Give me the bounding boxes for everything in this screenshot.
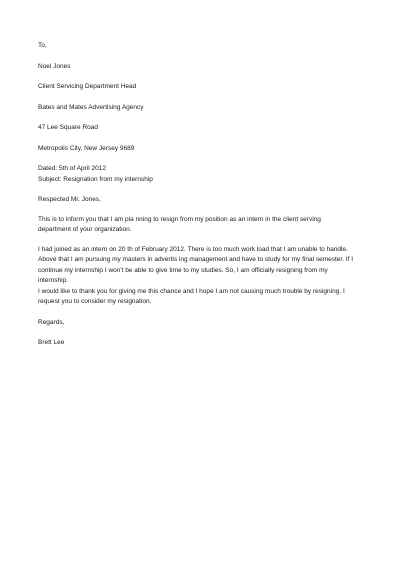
paragraph-line: Above that I am pursuing my masters in advertis ing management and have to study for my final semester. If I — [38, 256, 354, 263]
paragraph-1 — [38, 215, 368, 236]
greeting: Respected Mr. Jones, — [38, 196, 101, 203]
paragraph-line: request you to consider my resignation. — [38, 298, 152, 305]
street-address: 47 Lee Square Road — [38, 124, 98, 131]
paragraph-line: department of your organization. — [38, 226, 132, 233]
company-name: Bates and Mates Advertising Agency — [38, 103, 144, 111]
paragraph-line: I had joined as an intern on 20 th of February 2012. There is too much work load that I am unable to handle. — [38, 245, 348, 253]
paragraph-line: This is to inform you that I am pla nning to resign from my position as an intern in the client serving — [38, 215, 321, 223]
paragraph-3 — [38, 287, 368, 308]
paragraph-line: continue my internship I won't be able to give time to my studies. So, I am officially resigning from my — [38, 266, 328, 274]
closing: Regards, — [38, 318, 65, 326]
paragraph-line: I would like to thank you for giving me this chance and I hope I am not causing much trouble by resigning. I — [38, 287, 345, 295]
paragraph-2 — [38, 245, 368, 287]
letter-body — [38, 41, 368, 349]
city-address: Metropolis City, New Jersey 9689 — [38, 144, 135, 152]
signature: Brett Lee — [38, 339, 65, 346]
salutation-to: To, — [38, 42, 47, 49]
recipient-name: Noel Jones — [38, 62, 71, 70]
letter-subject: Subject: Resignation from my internship — [38, 175, 153, 183]
recipient-title: Client Servicing Department Head — [38, 83, 137, 90]
letter-date: Dated: 5th of April 2012 — [38, 165, 106, 172]
paragraph-line: internship. — [38, 277, 68, 284]
